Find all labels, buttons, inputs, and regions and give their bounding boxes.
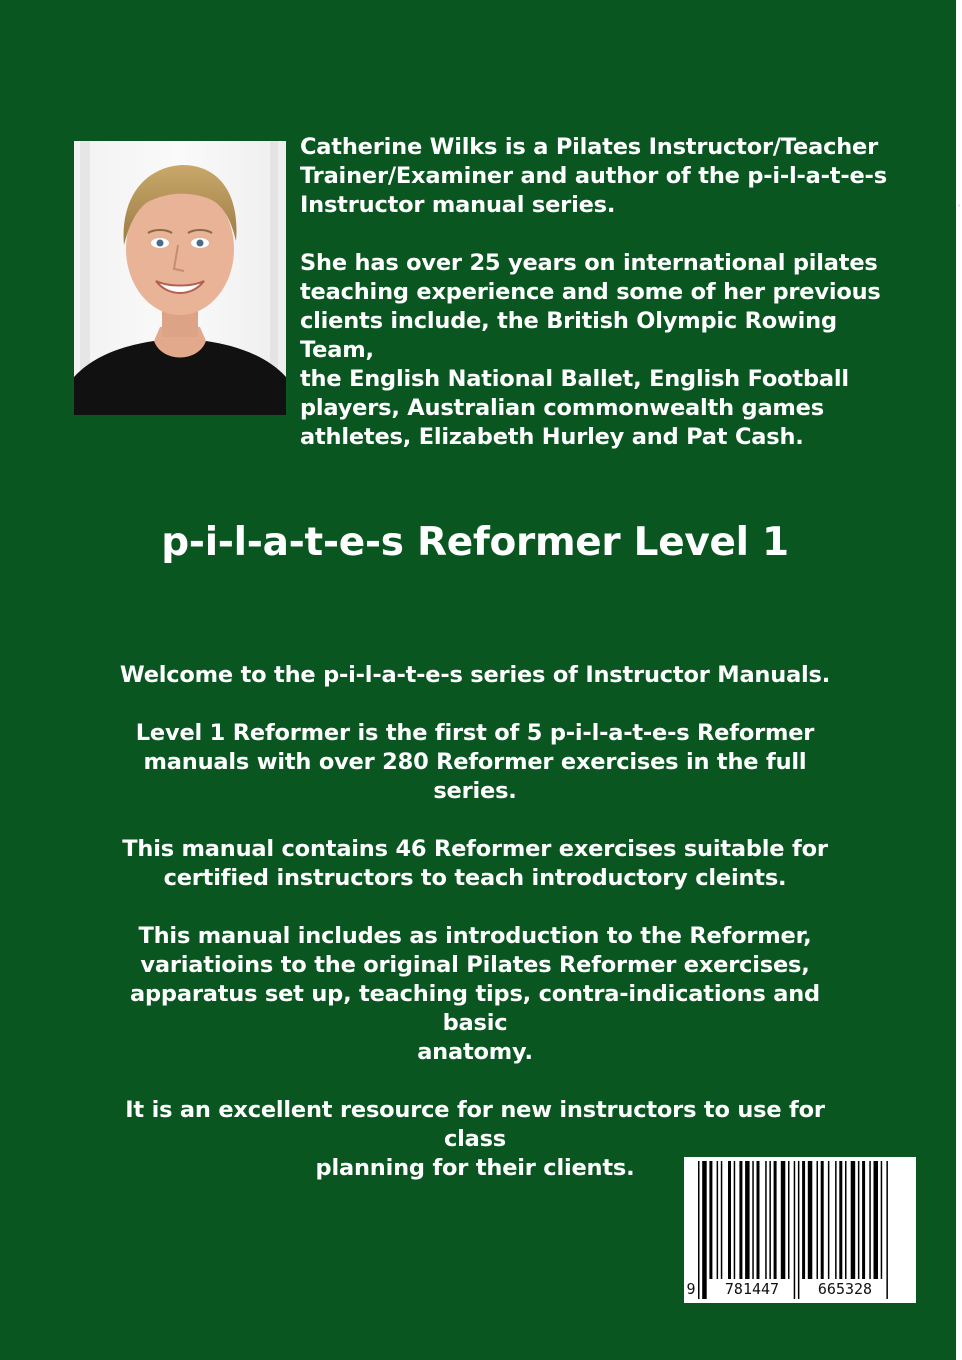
barcode-bar: [886, 1161, 888, 1299]
barcode-bar: [739, 1161, 742, 1279]
barcode-bar: [728, 1161, 731, 1279]
barcode-bar: [734, 1161, 736, 1279]
author-bio-intro: Catherine Wilks is a Pilates Instructor/Teacher Trainer/Examiner and author of the p-i-l-a-t-e-s Instructor manual series.: [300, 134, 887, 218]
book-description: [100, 661, 850, 1212]
barcode-bar: [839, 1161, 842, 1279]
description-paragraph-welcome: Welcome to the p-i-l-a-t-e-s series of Instructor Manuals.: [119, 662, 831, 688]
barcode-first-digit: 9: [686, 1280, 696, 1298]
author-photo: [74, 141, 286, 415]
author-bio-experience: She has over 25 years on international pilates teaching experience and some of her previous clients include, the British Olympic Rowing Team, the English National Ballet, English Football players, Australian commonwealth games athletes, Elizabeth Hurley and Pat Cash.: [300, 250, 881, 450]
isbn-barcode: [684, 1157, 916, 1303]
barcode-bar: [828, 1161, 830, 1279]
barcode-bar: [774, 1161, 777, 1279]
barcode-bar: [851, 1161, 856, 1279]
page-speck: [958, 204, 960, 207]
description-paragraph-includes: This manual includes as introduction to the Reformer, variatioins to the original Pilates Reformer exercises, apparatus set up, teaching tips, contra-indications and basic anatomy.: [130, 923, 820, 1065]
book-title: p-i-l-a-t-e-s Reformer Level 1: [161, 520, 789, 565]
barcode-bar: [757, 1161, 760, 1279]
barcode-bar: [869, 1161, 871, 1279]
barcode-bar: [874, 1161, 879, 1279]
barcode-bar: [788, 1161, 790, 1279]
barcode-bar: [798, 1161, 800, 1299]
author-bio: [300, 133, 900, 481]
barcode-bar: [821, 1161, 824, 1279]
barcode-bar: [845, 1161, 847, 1279]
barcode-bar: [794, 1161, 796, 1299]
description-paragraph-resource: It is an excellent resource for new instructors to use for class planning for their clients.: [125, 1097, 825, 1181]
description-paragraph-contents: This manual contains 46 Reformer exercises suitable for certified instructors to teach introductory cleints.: [122, 836, 828, 891]
barcode-bar: [835, 1161, 837, 1279]
barcode-bar: [862, 1161, 865, 1279]
barcode-bar: [752, 1161, 754, 1279]
barcode-bar: [698, 1161, 700, 1299]
barcode-left-digits: 781447: [714, 1279, 790, 1299]
barcode-bar: [717, 1161, 719, 1279]
barcode-bar: [721, 1161, 723, 1279]
barcode-right-digits: 665328: [804, 1279, 886, 1299]
barcode-bar: [881, 1161, 883, 1279]
barcode-bar: [817, 1161, 819, 1279]
barcode-bar: [781, 1161, 786, 1279]
barcode-bar: [745, 1161, 750, 1279]
barcode-bar: [808, 1161, 813, 1279]
barcode-bar: [709, 1161, 712, 1279]
description-paragraph-series: Level 1 Reformer is the first of 5 p-i-l-a-t-e-s Reformer manuals with over 280 Reformer exercises in the full series.: [135, 720, 815, 804]
barcode-bar: [702, 1161, 707, 1299]
barcode-bar: [765, 1161, 767, 1279]
barcode-bar: [769, 1161, 771, 1279]
barcode-bar: [858, 1161, 860, 1279]
author-portrait-icon: [74, 141, 286, 415]
barcode-bar: [802, 1161, 805, 1279]
